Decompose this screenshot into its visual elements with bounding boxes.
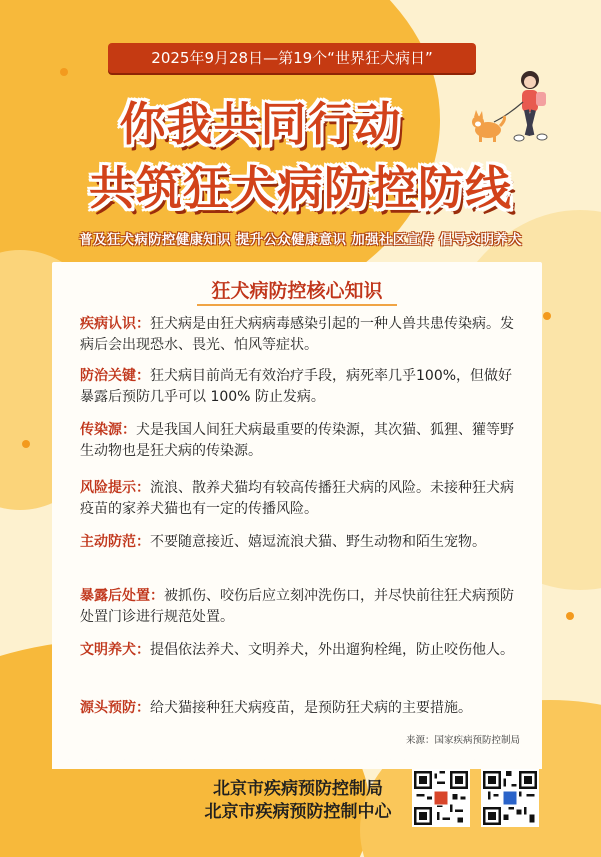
qr-code-icon[interactable]	[481, 769, 539, 827]
headline-line-1: 你我共同行动	[119, 97, 402, 151]
source-note: 来源：国家疾病预防控制局	[405, 735, 520, 746]
item-text: 给犬猫接种狂犬病疫苗，是预防狂犬病的主要措施。	[150, 700, 472, 716]
knowledge-item	[80, 420, 525, 462]
organization-name: 北京市疾病预防控制局	[213, 779, 383, 799]
decor-dot	[60, 68, 68, 76]
headline-line-2: 共筑狂犬病防控防线	[89, 161, 512, 215]
item-text: 提倡依法养犬、文明养犬，外出遛狗栓绳，防止咬伤他人。	[150, 642, 514, 658]
knowledge-item	[80, 314, 525, 356]
item-text: 被抓伤、咬伤后应立刻冲洗伤口，并尽快前往狂犬病预防处置门诊进行规范处置。	[80, 588, 514, 625]
item-label: 源头预防：	[80, 700, 150, 716]
knowledge-item	[80, 586, 525, 628]
item-label: 文明养犬：	[80, 642, 150, 658]
date-banner: 2025年9月28日—第19个“世界狂犬病日”	[108, 43, 476, 73]
item-text: 流浪、散养犬猫均有较高传播狂犬病的风险。未接种狂犬病疫苗的家养犬猫也有一定的传播风险。	[80, 480, 514, 517]
item-text: 狂犬病目前尚无有效治疗手段，病死率几乎100%，但做好暴露后预防几乎可以 100% 防止发病。	[80, 368, 513, 405]
card-title: 狂犬病防控核心知识	[211, 280, 383, 302]
item-label: 风险提示：	[80, 480, 150, 496]
girl-walking-dog-illustration	[468, 60, 568, 160]
item-label: 疾病认识：	[80, 316, 150, 332]
decor-dot	[566, 612, 574, 620]
decor-dot	[543, 312, 551, 320]
title-underline	[197, 304, 397, 306]
knowledge-item	[80, 640, 525, 661]
item-label: 传染源：	[80, 422, 136, 438]
knowledge-item	[80, 532, 525, 553]
item-text: 不要随意接近、嬉逗流浪犬猫、野生动物和陌生宠物。	[150, 534, 486, 550]
item-text: 狂犬病是由狂犬病病毒感染引起的一种人兽共患传染病。发病后会出现恐水、畏光、怕风等症状。	[80, 316, 514, 353]
item-label: 主动防范：	[80, 534, 150, 550]
knowledge-item	[80, 478, 525, 520]
knowledge-item	[80, 698, 525, 719]
item-label: 防治关键：	[80, 368, 150, 384]
decor-dot	[22, 440, 30, 448]
qr-code-icon[interactable]	[412, 769, 470, 827]
organization-name: 北京市疾病预防控制中心	[204, 802, 392, 822]
knowledge-card	[52, 262, 542, 762]
knowledge-item	[80, 366, 525, 408]
item-text: 犬是我国人间狂犬病最重要的传染源，其次猫、狐狸、獾等野生动物也是狂犬病的传染源。	[80, 422, 514, 459]
slogan-line: 普及狂犬病防控健康知识 提升公众健康意识 加强社区宣传 倡导文明养犬	[79, 232, 522, 248]
item-label: 暴露后处置：	[80, 588, 164, 604]
